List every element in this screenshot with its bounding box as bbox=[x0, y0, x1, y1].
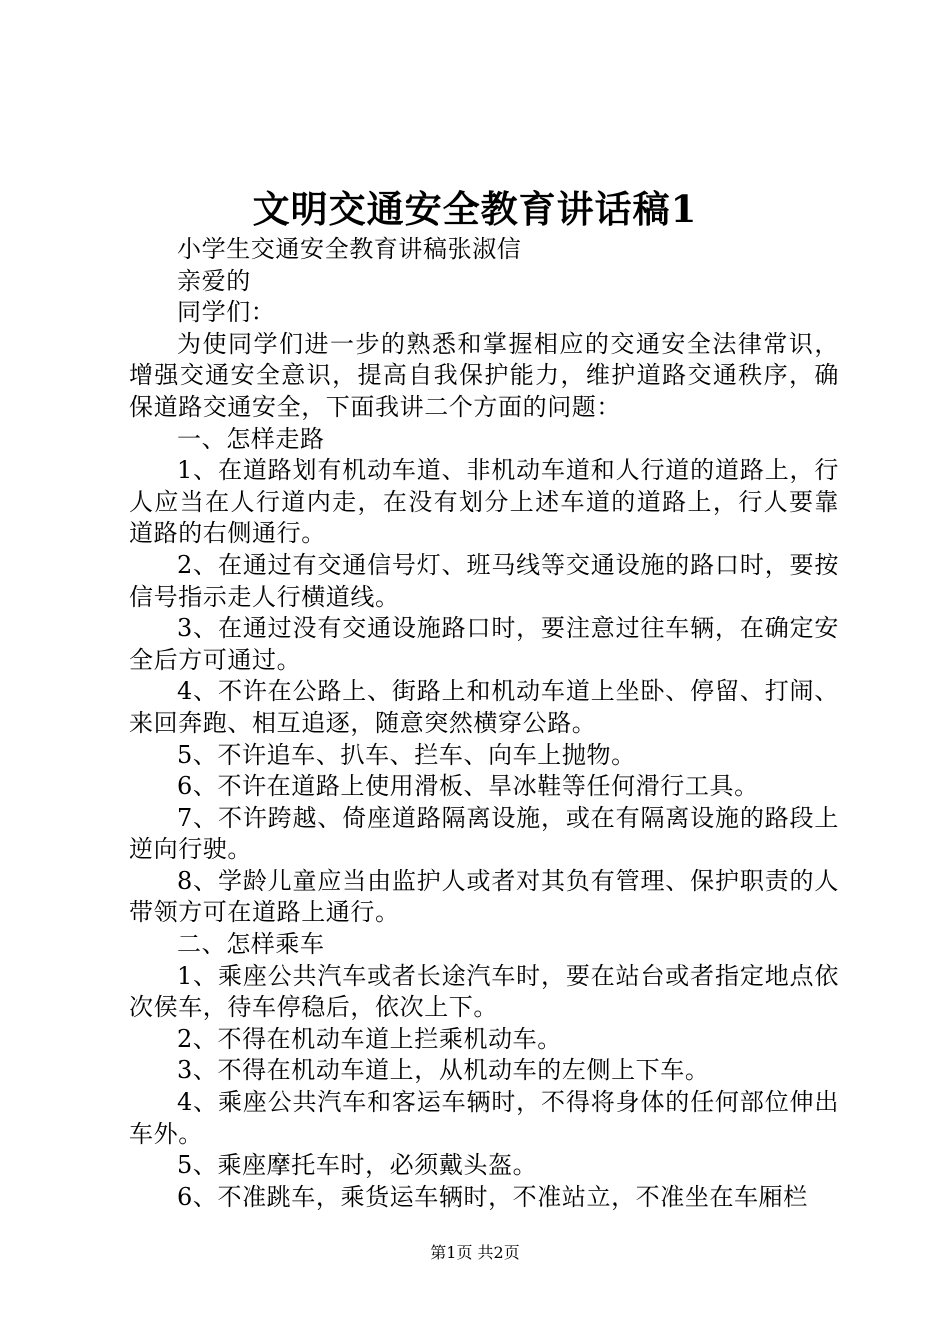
section-heading: 一、怎样走路 bbox=[177, 424, 325, 453]
paragraph: 5、乘座摩托车时，必须戴头盔。 bbox=[177, 1151, 538, 1180]
paragraph: 8、学龄儿童应当由监护人或者对其负有管理、保护职责的人带领方可在道路上通行。 bbox=[129, 866, 839, 927]
paragraph: 6、不许在道路上使用滑板、旱冰鞋等任何滑行工具。 bbox=[177, 772, 759, 801]
paragraph: 6、不准跳车，乘货运车辆时，不准站立，不准坐在车厢栏 bbox=[177, 1182, 808, 1211]
page-footer: 第1页 共2页 bbox=[430, 1243, 520, 1262]
paragraph: 4、乘座公共汽车和客运车辆时，不得将身体的任何部位伸出车外。 bbox=[129, 1088, 839, 1148]
paragraph: 2、在通过有交通信号灯、班马线等交通设施的路口时，要按信号指示走人行横道线。 bbox=[129, 550, 839, 611]
paragraph: 3、不得在机动车道上，从机动车的左侧上下车。 bbox=[177, 1056, 710, 1085]
paragraph: 为使同学们进一步的熟悉和掌握相应的交通安全法律常识，增强交通安全意识，提高自我保护能力，维护道路交通秩序，确保道路交通安全，下面我讲二个方面的问题： bbox=[129, 329, 839, 421]
paragraph: 5、不许追车、扒车、拦车、向车上抛物。 bbox=[177, 740, 636, 769]
paragraph: 亲爱的 bbox=[177, 266, 251, 295]
document-body bbox=[129, 234, 839, 1213]
paragraph: 1、乘座公共汽车或者长途汽车时，要在站台或者指定地点依次侯车，待车停稳后，依次上下。 bbox=[129, 961, 839, 1022]
paragraph: 4、不许在公路上、街路上和机动车道上坐卧、停留、打闹、来回奔跑、相互追逐，随意突然横穿公路。 bbox=[129, 677, 839, 737]
paragraph: 3、在通过没有交通设施路口时，要注意过往车辆，在确定安全后方可通过。 bbox=[129, 614, 839, 674]
section-heading: 二、怎样乘车 bbox=[177, 930, 325, 959]
paragraph: 同学们： bbox=[177, 298, 276, 327]
paragraph: 1、在道路划有机动车道、非机动车道和人行道的道路上，行人应当在人行道内走，在没有划分上述车道的道路上，行人要靠道路的右侧通行。 bbox=[129, 456, 839, 548]
paragraph: 小学生交通安全教育讲稿张淑信 bbox=[177, 235, 522, 263]
page-title: 文明交通安全教育讲话稿1 bbox=[252, 187, 698, 231]
paragraph: 7、不许跨越、倚座道路隔离设施，或在有隔离设施的路段上逆向行驶。 bbox=[129, 803, 839, 864]
paragraph: 2、不得在机动车道上拦乘机动车。 bbox=[177, 1024, 562, 1053]
